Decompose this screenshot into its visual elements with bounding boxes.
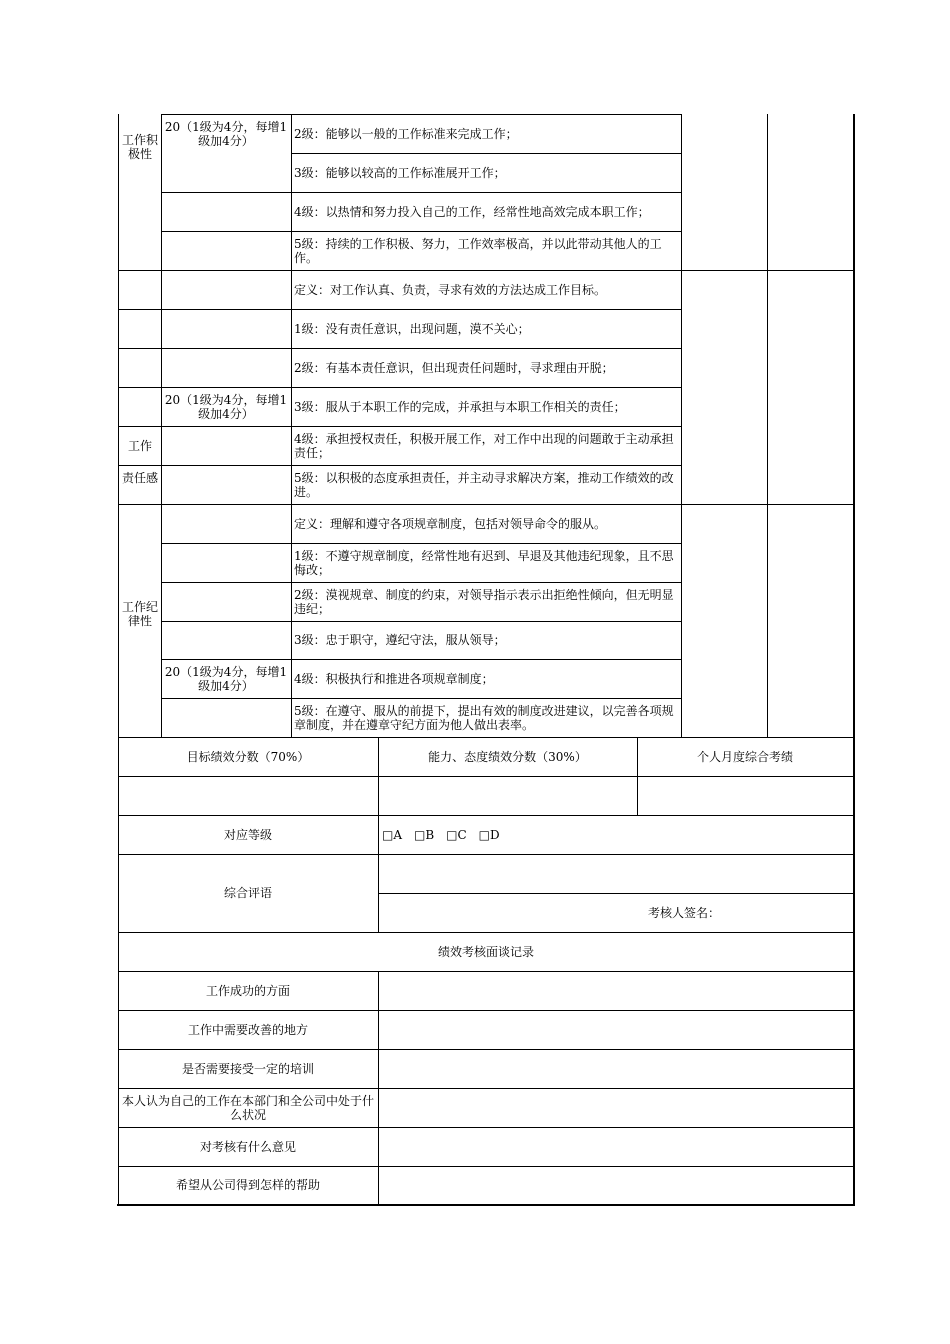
grid-line [118,426,681,427]
signer-label: 考核人签名： [648,906,721,920]
grid-line [118,1088,854,1089]
grid-line [118,465,681,466]
grid-line [118,309,681,310]
interview-row-label: 希望从公司得到怎样的帮助 [175,1178,320,1192]
grid-line [118,854,854,855]
responsibility-level-4: 4级：承担授权责任，积极开展工作，对工作中出现的问题敢于主动承担责任； [294,432,674,460]
work-positivity-level-4: 4级：以热情和努力投入自己的工作，经常性地高效完成本职工作； [294,205,650,219]
discipline-definition: 定义：理解和遵守各项规章制度，包括对领导命令的服从。 [294,517,607,531]
grid-line [118,1010,854,1011]
work-positivity-score: 20（1级为4分，每增1级加4分） [164,120,288,148]
grid-line [118,776,854,777]
responsibility-level-3: 3级：服从于本职工作的完成，并承担与本职工作相关的责任； [294,400,626,414]
grid-line [378,737,379,933]
responsibility-score: 20（1级为4分，每增1级加4分） [164,393,288,421]
ability-score-header: 能力、态度绩效分数（30%） [428,750,587,764]
interview-row-label: 工作中需要改善的地方 [187,1023,308,1037]
interview-row-label: 本人认为自己的工作在本部门和全公司中处于什么状况 [122,1094,375,1122]
grid-line [118,932,854,933]
work-positivity-level-3: 3级：能够以较高的工作标准展开工作； [294,166,506,180]
grid-line [161,659,681,660]
work-positivity-label: 工作积极性 [121,133,158,161]
discipline-level-1: 1级：不遵守规章制度，经常性地有迟到、早退及其他违纪现象，且不思悔改； [294,549,674,577]
grid-line [767,114,768,737]
monthly-total-header: 个人月度综合考绩 [696,750,793,764]
work-positivity-level-2: 2级：能够以一般的工作标准来完成工作； [294,127,518,141]
responsibility-level-1: 1级：没有责任意识，出现问题，漠不关心； [294,322,530,336]
grid-line [161,114,681,115]
discipline-level-4: 4级：积极执行和推进各项规章制度； [294,672,494,686]
grid-line [118,387,681,388]
responsibility-label-top: 工作 [127,439,152,453]
grid-line [161,582,681,583]
grid-line [118,504,854,505]
responsibility-level-2: 2级：有基本责任意识，但出现责任问题时，寻求理由开脱； [294,361,614,375]
responsibility-definition: 定义：对工作认真、负责，寻求有效的方法达成工作目标。 [294,283,607,297]
grade-options[interactable]: □A □B □C □D [382,828,500,842]
grid-line [118,737,854,738]
grid-line [378,971,379,1205]
grid-line [161,621,681,622]
discipline-level-2: 2级：漠视规章、制度的约束，对领导指示表示出拒绝性倾向，但无明显违纪； [294,588,674,616]
grid-line [378,893,854,894]
discipline-label: 工作纪律性 [121,600,158,628]
grid-line [118,737,119,1205]
grid-line [118,1166,854,1167]
responsibility-level-5: 5级：以积极的态度承担责任，并主动寻求解决方案，推动工作绩效的改进。 [294,471,674,499]
grid-line [118,348,681,349]
grid-line [853,114,855,1205]
discipline-score: 20（1级为4分，每增1级加4分） [164,665,288,693]
grid-line [161,192,681,193]
discipline-level-5: 5级：在遵守、服从的前提下，提出有效的制度改进建议，以完善各项规章制度，并在遵章守纪方面为他人做出表率。 [294,704,674,732]
responsibility-label-bottom: 责任感 [121,471,158,485]
grid-line [118,971,854,972]
discipline-level-3: 3级：忠于职守，遵纪守法，服从领导； [294,633,506,647]
grid-line [291,153,681,154]
interview-row-label: 对考核有什么意见 [199,1140,296,1154]
grid-line [637,737,638,815]
interview-row-label: 工作成功的方面 [205,984,290,998]
grid-line [161,231,681,232]
grid-line [117,1204,855,1206]
grid-line [118,815,854,816]
grade-label: 对应等级 [223,828,272,842]
comment-label: 综合评语 [223,886,272,900]
grid-line [118,1049,854,1050]
interview-row-label: 是否需要接受一定的培训 [181,1062,314,1076]
grid-line [118,1127,854,1128]
grid-line [681,114,682,737]
grid-line [118,270,854,271]
target-score-header: 目标绩效分数（70%） [186,750,310,764]
grid-line [161,698,681,699]
grid-line [161,543,681,544]
interview-title: 绩效考核面谈记录 [437,945,534,959]
work-positivity-level-5: 5级：持续的工作积极、努力，工作效率极高，并以此带动其他人的工作。 [294,237,662,265]
